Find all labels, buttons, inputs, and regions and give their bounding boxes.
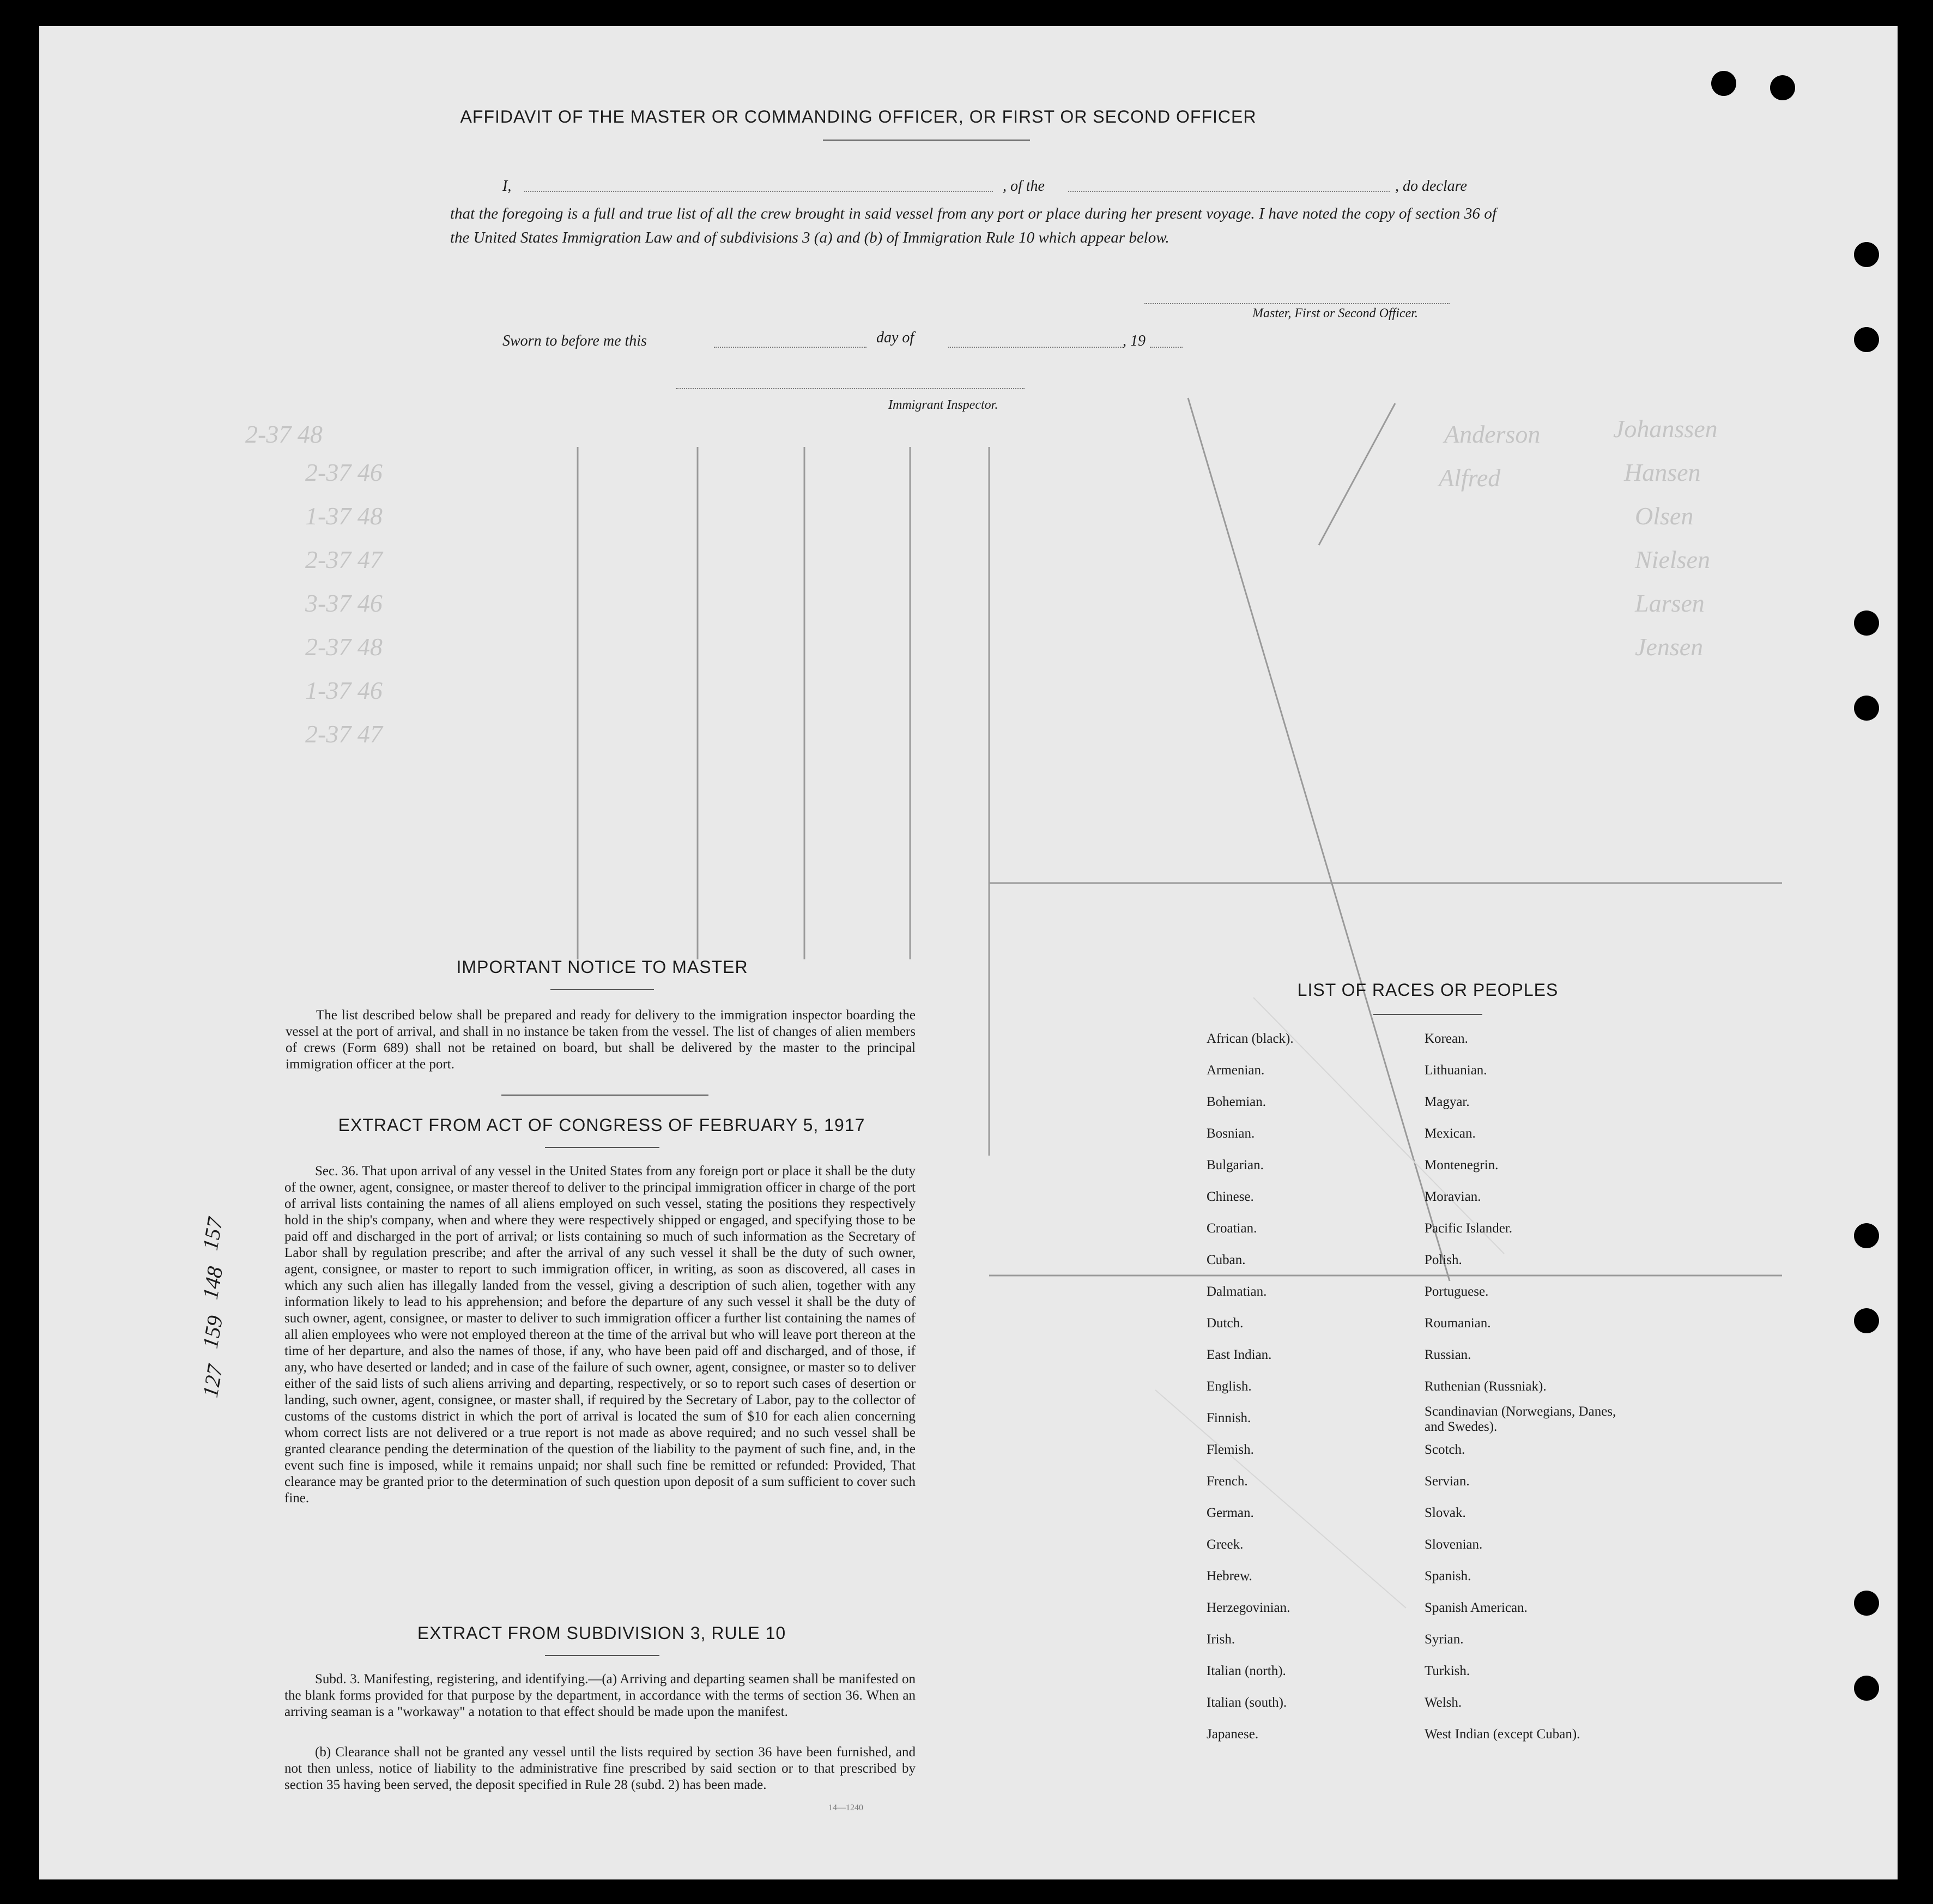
race-item: French. <box>1207 1474 1248 1489</box>
race-item: Herzegovinian. <box>1207 1600 1290 1615</box>
notice-text: The list described below shall be prepared and ready for delivery to the immigration inspector boarding the vessel at the port of arrival, and shall in no instance be taken from the vessel. The list of changes of alien members of crews (Form 689) shall not be retained on board, but shall be delivered by the master to the principal immigration officer at the port. <box>286 1008 916 1072</box>
signature-blank <box>1144 303 1450 304</box>
race-item: Scotch. <box>1425 1442 1465 1457</box>
race-item: Flemish. <box>1207 1442 1254 1457</box>
race-item: Japanese. <box>1207 1727 1259 1742</box>
race-item: Servian. <box>1425 1474 1470 1489</box>
affidavit-title: AFFIDAVIT OF THE MASTER OR COMMANDING OFFICER, OR FIRST OR SECOND OFFICER <box>460 107 1257 126</box>
race-item: Pacific Islander. <box>1425 1221 1513 1236</box>
race-item: Bosnian. <box>1207 1126 1255 1141</box>
rule-extract-title-rule <box>545 1655 659 1656</box>
race-item: Dutch. <box>1207 1316 1244 1331</box>
race-item: Mexican. <box>1425 1126 1476 1141</box>
race-item: Magyar. <box>1425 1095 1470 1109</box>
year-blank <box>1150 347 1183 348</box>
inspector-blank <box>676 388 1025 389</box>
race-item: Syrian. <box>1425 1632 1464 1647</box>
race-item: East Indian. <box>1207 1347 1272 1362</box>
race-item: West Indian (except Cuban). <box>1425 1727 1580 1742</box>
race-item: Cuban. <box>1207 1253 1246 1267</box>
race-item: Slovenian. <box>1425 1537 1483 1552</box>
race-item: Lithuanian. <box>1425 1063 1487 1078</box>
races-title-rule <box>1373 1014 1482 1015</box>
signature-caption: Master, First or Second Officer. <box>1252 306 1418 321</box>
race-item: Armenian. <box>1207 1063 1265 1078</box>
affidavit-name-blank <box>524 191 993 192</box>
day-of-label: day of <box>876 329 914 346</box>
notice-title: IMPORTANT NOTICE TO MASTER <box>456 957 748 977</box>
affidavit-text: that the foregoing is a full and true list of all the crew brought in said vessel from any port or place during her present voyage. I have noted the copy of section 36 of the United States Immigration Law and of subdivisions 3 (a) and (b) of Immigration Rule 10 which appear below. <box>450 205 1496 246</box>
race-item: Roumanian. <box>1425 1316 1491 1331</box>
race-item: Portuguese. <box>1425 1284 1489 1299</box>
race-item: Spanish. <box>1425 1569 1471 1583</box>
notice-title-rule <box>550 989 654 990</box>
act-extract-title: EXTRACT FROM ACT OF CONGRESS OF FEBRUARY 5, 1917 <box>338 1115 865 1135</box>
race-item: Greek. <box>1207 1537 1244 1552</box>
race-item: Hebrew. <box>1207 1569 1252 1583</box>
act-extract-title-rule <box>545 1147 659 1148</box>
race-item: Korean. <box>1425 1031 1468 1046</box>
rule-extract-title: EXTRACT FROM SUBDIVISION 3, RULE 10 <box>417 1623 786 1643</box>
race-item: Finnish. <box>1207 1411 1251 1425</box>
day-of-blank <box>948 347 1123 348</box>
race-item: Spanish American. <box>1425 1600 1528 1615</box>
affidavit-of-the: , of the <box>1003 178 1045 195</box>
race-item: Turkish. <box>1425 1664 1470 1678</box>
race-item: Irish. <box>1207 1632 1235 1647</box>
race-item: Bulgarian. <box>1207 1158 1264 1172</box>
act-extract-text: Sec. 36. That upon arrival of any vessel in the United States from any foreign port or place it shall be the duty of the owner, agent, consignee, or master thereof to deliver to the principal immigration officer in charge of the port of arrival lists containing the names of all aliens employed on such vessel, stating the positions they respectively hold in the ship's company, when and where they were respectively shipped or engaged, and specifying those to be paid off and discharged in the port of arrival; or lists containing so much of such information as the Secretary of Labor shall by regulation prescribe; and after the arrival of any such vessel it shall be the duty of such owner, agent, consignee, or master to report to such immigration officer, in writing, as soon as discovered, all cases in which any such alien has illegally landed from the vessel, giving a description of such alien, together with any information likely to lead to his apprehension; and before the departure of any such vessel it shall be the duty of such owner, agent, consignee, or master to deliver to such immigration officer a further list containing the names of all alien employees who were not employed thereon at the time of the arrival but who will leave port thereon at the time of her departure, and also the names of those, if any, who have been paid off and discharged, and of those, if any, who have deserted or landed; and in case of the failure of such owner, agent, consignee, or master so to deliver either of the said lists of such aliens arriving and departing, respectively, or so to report such cases of desertion or landing, such owner, agent, consignee, or master shall, if required by the Secretary of Labor, pay to the collector of customs of the customs district in which the port of arrival is located the sum of $10 for each alien concerning whom correct lists are not delivered or a true report is not made as above required; and no such vessel shall be granted clearance pending the determination of the question of the liability to the payment of such fine, and, in the event such fine is imposed, while it remains unpaid; nor shall such fine be remitted or refunded: Provided, That clearance may be granted prior to the determination of such question upon deposit of a sum sufficient to cover such fine. <box>284 1164 916 1506</box>
race-item: Italian (south). <box>1207 1695 1287 1710</box>
race-item: Bohemian. <box>1207 1095 1267 1109</box>
race-item: Dalmatian. <box>1207 1284 1267 1299</box>
affidavit-do-declare: , do declare <box>1395 178 1467 195</box>
race-item: Russian. <box>1425 1347 1471 1362</box>
race-item: African (black). <box>1207 1031 1294 1046</box>
race-item: Croatian. <box>1207 1221 1257 1236</box>
race-item: Slovak. <box>1425 1506 1466 1520</box>
affidavit-i: I, <box>502 178 512 195</box>
year-label: , 19 <box>1123 333 1146 349</box>
affidavit-vessel-blank <box>1068 191 1390 192</box>
rule-extract-text-a: Subd. 3. Manifesting, registering, and identifying.—(a) Arriving and departing seamen shall be manifested on the blank forms provided for that purpose by the department, in accordance with the terms of section 36. When an arriving seaman is a "workaway" a notation to that effect should be made upon the manifest. <box>284 1672 916 1719</box>
sworn-blank <box>714 347 866 348</box>
race-item: Chinese. <box>1207 1189 1254 1204</box>
race-item: Ruthenian (Russniak). <box>1425 1379 1547 1394</box>
race-item: Moravian. <box>1425 1189 1481 1204</box>
sworn-label: Sworn to before me this <box>502 333 647 349</box>
race-item: Polish. <box>1425 1253 1462 1267</box>
form-number: 14—1240 <box>828 1803 863 1812</box>
race-item: Italian (north). <box>1207 1664 1286 1678</box>
race-item: English. <box>1207 1379 1252 1394</box>
race-item: German. <box>1207 1506 1254 1520</box>
race-item: Montenegrin. <box>1425 1158 1499 1172</box>
notice-end-rule <box>501 1095 708 1096</box>
race-item: Welsh. <box>1425 1695 1462 1710</box>
race-item: Scandinavian (Norwegians, Danes, and Swedes). <box>1425 1404 1616 1434</box>
affidavit-title-rule <box>823 140 1030 141</box>
rule-extract-text-b: (b) Clearance shall not be granted any vessel until the lists required by section 36 have been furnished, and not then unless, notice of liability to the administrative fine prescribed by said section or to that prescribed by section 35 having been served, the deposit specified in Rule 28 (subd. 2) has been made. <box>284 1745 916 1792</box>
races-title: LIST OF RACES OR PEOPLES <box>1297 980 1559 1000</box>
inspector-caption: Immigrant Inspector. <box>888 398 998 412</box>
